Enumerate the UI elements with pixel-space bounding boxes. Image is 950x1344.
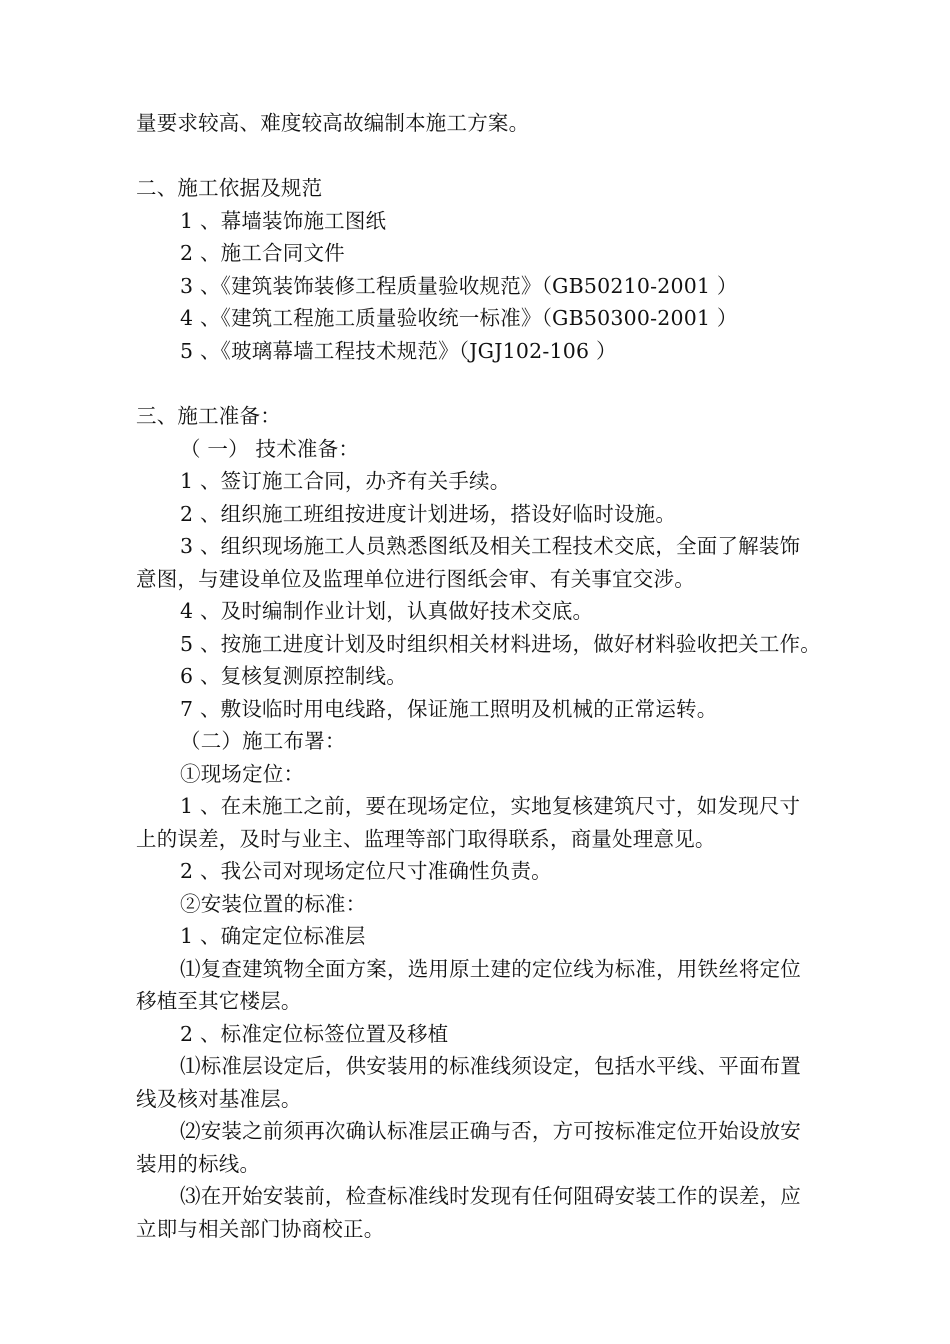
technical-item-2: 2 、组织施工班组按进度计划进场，搭设好临时设施。 xyxy=(180,502,677,526)
technical-item-7: 7 、敷设临时用电线路，保证施工照明及机械的正常运转。 xyxy=(180,697,718,721)
standard-item-2-sub-2-cont: 装用的标线。 xyxy=(136,1152,261,1176)
section-heading-basis: 二、施工依据及规范 xyxy=(136,176,323,200)
standard-item-1-sub-1: ⑴复查建筑物全面方案，选用原土建的定位线为标准，用铁丝将定位 xyxy=(180,957,801,981)
technical-item-4: 4 、及时编制作业计划，认真做好技术交底。 xyxy=(180,599,594,623)
standard-item-2-sub-1-cont: 线及核对基准层。 xyxy=(136,1087,302,1111)
technical-item-1: 1 、签订施工合同，办齐有关手续。 xyxy=(180,469,511,493)
positioning-item-1-cont: 上的误差，及时与业主、监理等部门取得联系，商量处理意见。 xyxy=(136,827,716,851)
subsection-heading-layout: （二）施工布署： xyxy=(180,729,346,753)
positioning-item-1: 1 、在未施工之前，要在现场定位，实地复核建筑尺寸，如发现尺寸 xyxy=(180,794,801,818)
positioning-item-2: 2 、我公司对现场定位尺寸准确性负责。 xyxy=(180,859,552,883)
standard-item-2-sub-1: ⑴标准层设定后，供安装用的标准线须设定，包括水平线、平面布置 xyxy=(180,1054,801,1078)
technical-item-3: 3 、组织现场施工人员熟悉图纸及相关工程技术交底，全面了解装饰 xyxy=(180,534,801,558)
technical-item-3-cont: 意图，与建设单位及监理单位进行图纸会审、有关事宜交涉。 xyxy=(136,567,695,591)
standard-item-1-sub-1-cont: 移植至其它楼层。 xyxy=(136,989,302,1013)
basis-item-5: 5 、《玻璃幕墙工程技术规范》（JGJ102-106 ） xyxy=(180,339,617,363)
basis-item-4: 4 、《建筑工程施工质量验收统一标准》（GB50300-2001 ） xyxy=(180,306,738,330)
subsection-heading-technical: （ 一） 技术准备： xyxy=(180,437,360,461)
standard-item-2-sub-3-cont: 立即与相关部门协商校正。 xyxy=(136,1217,385,1241)
standard-item-2-sub-2: ⑵安装之前须再次确认标准层正确与否，方可按标准定位开始设放安 xyxy=(180,1119,801,1143)
layout-heading-standard: ②安装位置的标准： xyxy=(180,892,367,916)
standard-item-1: 1 、确定定位标准层 xyxy=(180,924,366,948)
technical-item-6: 6 、复核复测原控制线。 xyxy=(180,664,407,688)
basis-item-3: 3 、《建筑装饰装修工程质量验收规范》（GB50210-2001 ） xyxy=(180,274,738,298)
standard-item-2-sub-3: ⑶在开始安装前，检查标准线时发现有任何阻碍安装工作的误差，应 xyxy=(180,1184,801,1208)
layout-heading-positioning: ①现场定位： xyxy=(180,762,305,786)
standard-item-2: 2 、标准定位标签位置及移植 xyxy=(180,1022,449,1046)
technical-item-5: 5 、按施工进度计划及时组织相关材料进场，做好材料验收把关工作。 xyxy=(180,632,821,656)
paragraph-continuation: 量要求较高、难度较高故编制本施工方案。 xyxy=(136,111,530,135)
basis-item-1: 1 、幕墙装饰施工图纸 xyxy=(180,209,387,233)
basis-item-2: 2 、施工合同文件 xyxy=(180,241,345,265)
section-heading-preparation: 三、施工准备： xyxy=(136,404,281,428)
